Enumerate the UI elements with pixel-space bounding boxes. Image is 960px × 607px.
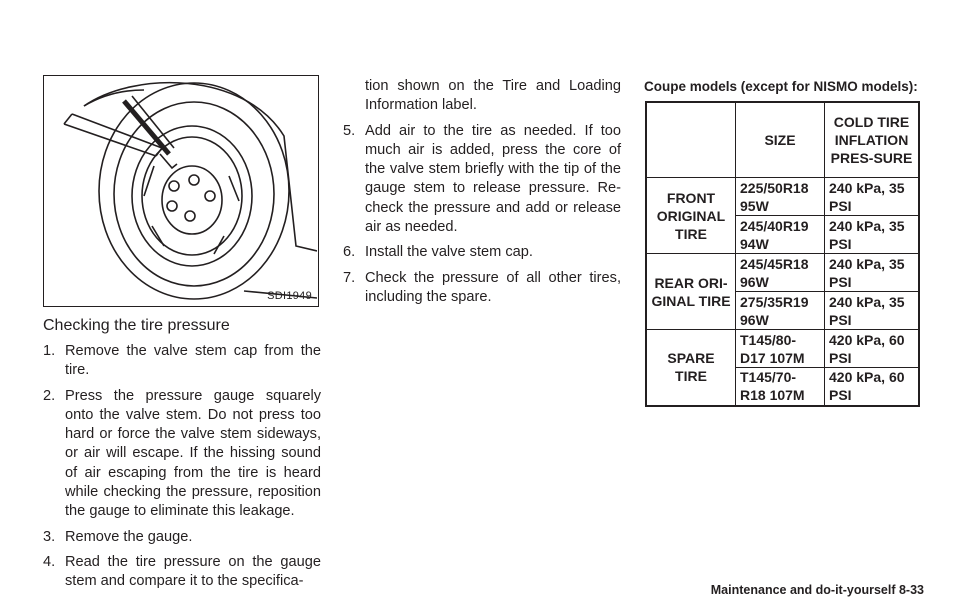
step-number: 1. <box>43 343 56 359</box>
step-number: 4. <box>43 553 56 570</box>
step-text: Remove the gauge. <box>65 528 193 545</box>
step-item <box>43 342 321 381</box>
figure-code: SDI1949 <box>267 290 312 302</box>
tire-pressure-table <box>645 101 920 407</box>
step-item <box>43 553 321 592</box>
steps-column-2 <box>343 77 621 313</box>
tire-pressure-cell: 240 kPa, 35 PSI <box>825 292 920 330</box>
step-item <box>43 387 321 522</box>
table-row <box>646 178 919 216</box>
tire-size-cell: 225/50R18 95W <box>736 178 825 216</box>
step-item <box>343 269 621 308</box>
step-text: Check the pressure of all other tires, including the spare. <box>365 269 621 305</box>
table-header-blank <box>646 102 736 178</box>
step-text: Remove the valve stem cap from the tire. <box>65 343 321 379</box>
tire-pressure-cell: 240 kPa, 35 PSI <box>825 178 920 216</box>
step-number: 5. <box>343 122 356 139</box>
tire-gauge-illustration <box>43 75 319 307</box>
tire-size-cell: 275/35R19 96W <box>736 292 825 330</box>
step-text: Read the tire pressure on the gauge stem and compare it to the specifica- <box>65 553 321 590</box>
step-item <box>343 243 621 262</box>
section-title: Checking the tire pressure <box>43 317 230 334</box>
tire-size-cell: T145/70-R18 107M <box>736 368 825 406</box>
tire-pressure-cell: 240 kPa, 35 PSI <box>825 216 920 254</box>
tire-pressure-cell: 420 kPa, 60 PSI <box>825 368 920 406</box>
step-continuation: tion shown on the Tire and Loading Information label. <box>365 78 621 114</box>
tire-size-cell: 245/40R19 94W <box>736 216 825 254</box>
table-caption: Coupe models (except for NISMO models): <box>644 79 918 94</box>
step-item <box>43 528 321 547</box>
wheel-drawing <box>44 76 317 305</box>
step-number: 7. <box>343 269 356 286</box>
step-text: Press the pressure gauge squarely onto the valve stem. Do not press too hard or force the valve stem sideways, or air will escape. If the hissing sound of air escaping from the tire is heard while checking the pressure, reposition the gauge to eliminate this leakage. <box>65 387 321 520</box>
step-number: 3. <box>43 528 56 545</box>
tire-pressure-cell: 240 kPa, 35 PSI <box>825 254 920 292</box>
row-group-label: FRONT ORIGINAL TIRE <box>646 178 736 254</box>
row-group-label: REAR ORI-GINAL TIRE <box>646 254 736 330</box>
step-number: 6. <box>343 244 356 261</box>
row-group-label: SPARE TIRE <box>646 330 736 406</box>
page-footer: Maintenance and do-it-yourself 8-33 <box>710 583 924 597</box>
step-number: 2. <box>43 387 56 404</box>
step-item <box>343 122 621 238</box>
table-row <box>646 330 919 368</box>
tire-size-cell: T145/80-D17 107M <box>736 330 825 368</box>
step-text: Add air to the tire as needed. If too much air is added, press the core of the valve stem briefly with the tip of the gauge stem to release pressure. Re-check the pressure and add or release air as needed. <box>365 122 621 236</box>
steps-column-1 <box>43 342 321 598</box>
table-header-size: SIZE <box>736 102 825 178</box>
step-text: Install the valve stem cap. <box>365 244 533 261</box>
tire-pressure-cell: 420 kPa, 60 PSI <box>825 330 920 368</box>
table-header-row <box>646 102 919 178</box>
table-row <box>646 254 919 292</box>
table-header-pressure: COLD TIRE INFLATION PRES-SURE <box>825 102 920 178</box>
tire-size-cell: 245/45R18 96W <box>736 254 825 292</box>
